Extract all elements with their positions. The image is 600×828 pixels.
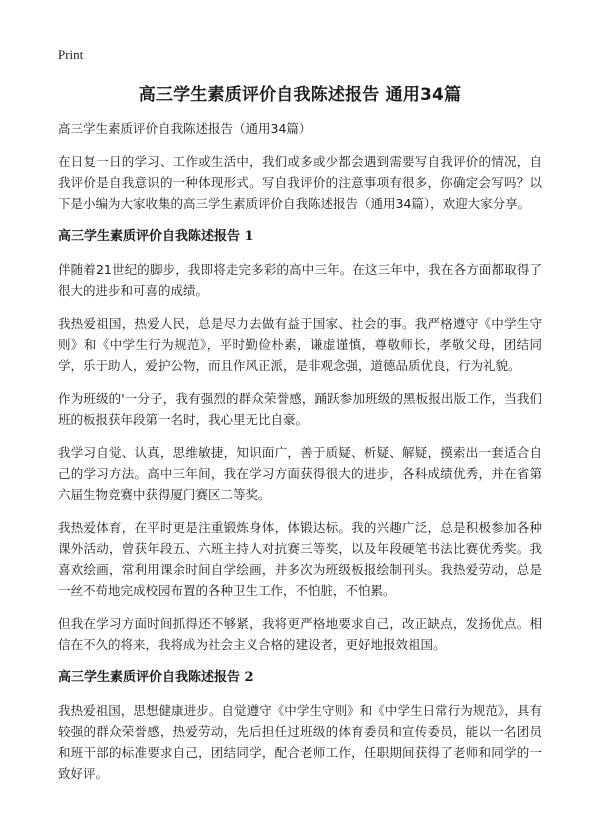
section-1-paragraph: 伴随着21世纪的脚步，我即将走完多彩的高中三年。在这三年中，我在各方面都取得了很大的进步和可喜的成绩。 bbox=[58, 262, 542, 298]
print-link[interactable]: Print bbox=[58, 47, 84, 62]
section-heading-1: 高三学生素质评价自我陈述报告 1 bbox=[58, 229, 254, 244]
document-subtitle: 高三学生素质评价自我陈述报告（通用34篇） bbox=[58, 121, 312, 136]
section-1-paragraph: 我热爱祖国，热爱人民，总是尽力去做有益于国家、社会的事。我严格遵守《中学生守则》和《中学生行为规范》，平时勤俭朴素，谦虚谨慎，尊敬师长，孝敬父母，团结同学，乐于助人，爱护公物，而且作风正派，是非观念强，道德品质优良，行为礼貌。 bbox=[58, 316, 542, 373]
intro-paragraph: 在日复一日的学习、工作或生活中，我们或多或少都会遇到需要写自我评价的情况，自我评价是自我意识的一种体现形式。写自我评价的注意事项有很多，你确定会写吗？以下是小编为大家收集的高三学生素质评价自我陈述报告（通用34篇），欢迎大家分享。 bbox=[58, 154, 542, 211]
section-1-paragraph: 我学习自觉、认真，思维敏捷，知识面广，善于质疑、析疑、解疑，摸索出一套适合自己的学习方法。高中三年间，我在学习方面获得很大的进步，各科成绩优秀，并在省第六届生物竞赛中获得厦门赛区二等奖。 bbox=[58, 445, 542, 502]
section-1-paragraph: 我热爱体育，在平时更是注重锻炼身体，体锻达标。我的兴趣广泛，总是积极参加各种课外活动，曾获年段五、六班主持人对抗赛三等奖，以及年段硬笔书法比赛优秀奖。我喜欢绘画，常利用课余时间自学绘画，并多次为班级板报绘制刊头。我热爱劳动，总是一丝不苟地完成校园布置的各种卫生工作，不怕脏，不怕累。 bbox=[58, 520, 542, 598]
section-1-paragraph: 但我在学习方面时间抓得还不够紧，我将更严格地要求自己，改正缺点，发扬优点。相信在不久的将来，我将成为社会主义合格的建设者，更好地报效祖国。 bbox=[58, 616, 542, 652]
section-2-paragraph: 我热爱祖国，思想健康进步。自觉遵守《中学生守则》和《中学生日常行为规范》，具有较强的群众荣誉感，热爱劳动，先后担任过班级的体育委员和宣传委员，能以一名团员和班干部的标准要求自己，团结同学，配合老师工作，任职期间获得了老师和同学的一致好评。 bbox=[58, 703, 542, 781]
page-title: 高三学生素质评价自我陈述报告 通用34篇 bbox=[138, 85, 462, 105]
section-heading-2: 高三学生素质评价自我陈述报告 2 bbox=[58, 670, 254, 685]
section-1-paragraph: 作为班级的'一分子，我有强烈的群众荣誉感，踊跃参加班级的黑板报出版工作，当我们班的板报获年段第一名时，我心里无比自豪。 bbox=[58, 391, 542, 427]
